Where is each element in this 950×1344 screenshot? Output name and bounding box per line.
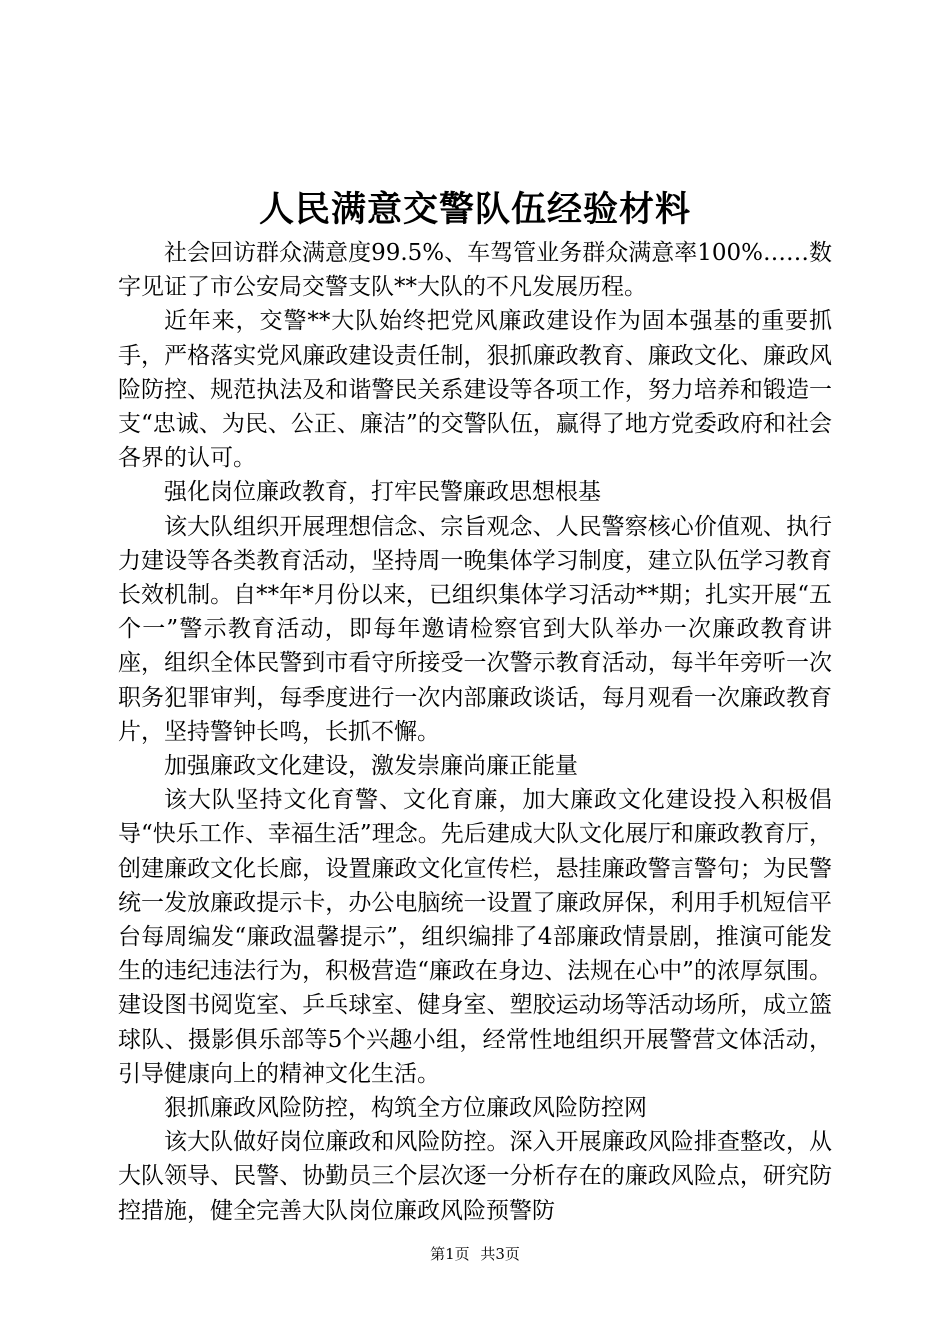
paragraph-risk: 该大队做好岗位廉政和风险防控。深入开展廉政风险排查整改，从大队领导、民警、协勤员三个层次逐一分析存在的廉政风险点，研究防控措施，健全完善大队岗位廉政风险预警防 <box>118 1129 832 1224</box>
page-total: 共3页 <box>480 1245 520 1263</box>
section-heading-risk: 狠抓廉政风险防控，构筑全方位廉政风险防控网 <box>164 1095 647 1122</box>
page-footer <box>0 1244 950 1264</box>
section-heading-culture: 加强廉政文化建设，激发崇廉尚廉正能量 <box>164 753 578 780</box>
paragraph-culture: 该大队坚持文化育警、文化育廉，加大廉政文化建设投入积极倡导“快乐工作、幸福生活”理念。先后建成大队文化展厅和廉政教育厅，创建廉政文化长廊，设置廉政文化宣传栏，悬挂廉政警言警句；为民警统一发放廉政提示卡，办公电脑统一设置了廉政屏保，利用手机短信平台每周编发“廉政温馨提示”，组织编排了4部廉政情景剧，推演可能发生的违纪违法行为，积极营造“廉政在身边、法规在心中”的浓厚氛围。建设图书阅览室、乒乓球室、健身室、塑胶运动场等活动场所，成立篮球队、摄影俱乐部等5个兴趣小组，经常性地组织开展警营文体活动，引导健康向上的精神文化生活。 <box>118 787 832 1087</box>
section-heading-education: 强化岗位廉政教育，打牢民警廉政思想根基 <box>164 479 601 506</box>
paragraph-intro: 社会回访群众满意度99.5%、车驾管业务群众满意率100%……数字见证了市公安局交警支队**大队的不凡发展历程。 <box>118 240 832 301</box>
document-title: 人民满意交警队伍经验材料 <box>258 189 691 230</box>
page-number: 第1页 <box>430 1245 470 1263</box>
document-body <box>118 236 832 1228</box>
paragraph-overview: 近年来，交警**大队始终把党风廉政建设作为固本强基的重要抓手，严格落实党风廉政建设责任制，狠抓廉政教育、廉政文化、廉政风险防控、规范执法及和谐警民关系建设等各项工作，努力培养和锻造一支“忠诚、为民、公正、廉洁”的交警队伍，赢得了地方党委政府和社会各界的认可。 <box>118 308 832 472</box>
paragraph-education: 该大队组织开展理想信念、宗旨观念、人民警察核心价值观、执行力建设等各类教育活动，坚持周一晚集体学习制度，建立队伍学习教育长效机制。自**年*月份以来，已组织集体学习活动**期；扎实开展“五个一”警示教育活动，即每年邀请检察官到大队举办一次廉政教育讲座，组织全体民警到市看守所接受一次警示教育活动，每半年旁听一次职务犯罪审判，每季度进行一次内部廉政谈话，每月观看一次廉政教育片，坚持警钟长鸣，长抓不懈。 <box>118 513 832 745</box>
